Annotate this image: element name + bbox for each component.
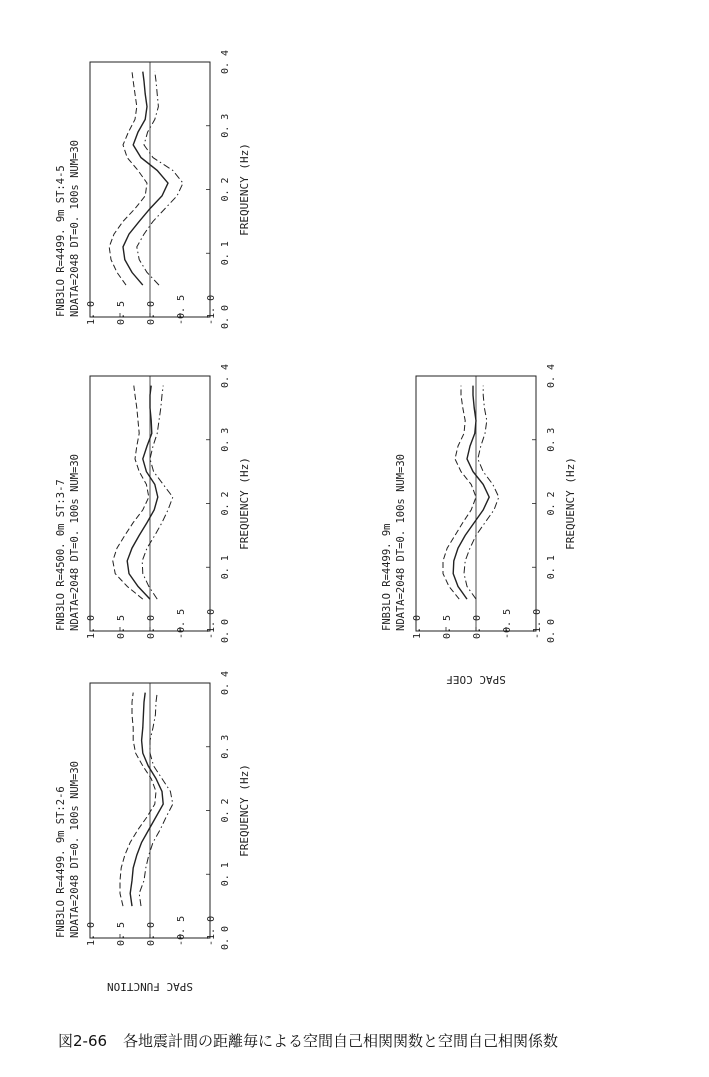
y-tick-label: -1. 0 — [206, 915, 217, 946]
y-tick-label: -0. 5 — [176, 294, 187, 325]
x-tick-label: 0. 2 — [546, 491, 557, 516]
y-tick-label: -0. 5 — [176, 608, 187, 639]
x-tick-label: 0. 0 — [546, 618, 557, 644]
x-tick-label: 0. 4 — [220, 363, 231, 389]
figure-caption — [58, 1030, 574, 1051]
series-line-solid — [123, 72, 168, 286]
series-line-solid — [453, 386, 489, 599]
y-tick-label: 1. 0 — [86, 921, 97, 946]
y-tick-label: 1. 0 — [86, 614, 97, 639]
series-line-solid — [130, 693, 163, 907]
y-tick-label: -1. 0 — [206, 294, 217, 325]
series-line-dashed — [109, 72, 147, 286]
y-tick-label: 0. 5 — [442, 614, 453, 639]
series-line-dashed — [443, 386, 476, 599]
x-tick-label: 0. 3 — [546, 427, 557, 452]
y-tick-label: 0. 0 — [146, 614, 157, 639]
x-tick-label: 0. 2 — [220, 491, 231, 516]
panel-st-4-5 — [55, 50, 251, 329]
x-tick-label: 0. 3 — [220, 113, 231, 138]
panel-header-line1: FNB3LO R=4499. 9m ST:2-6 — [55, 786, 67, 938]
panel-header-line2: NDATA=2048 DT=0. 100s NUM=30 — [69, 139, 81, 317]
figure-number: 図2-66 — [58, 1032, 108, 1050]
panel-header-line1: FNB3LO R=4499. 9m — [381, 523, 393, 631]
x-tick-label: 0. 1 — [220, 862, 231, 887]
figure-caption-text: 各地震計間の距離毎による空間自己相関関数と空間自己相関係数 — [123, 1032, 559, 1050]
y-tick-label: 1. 0 — [412, 614, 423, 639]
y-tick-label: 0. 0 — [146, 300, 157, 325]
x-axis-label: FREQUENCY (Hz) — [238, 143, 251, 236]
y-tick-label: 0. 5 — [116, 614, 127, 639]
x-tick-label: 0. 0 — [220, 618, 231, 644]
y-tick-label: 0. 0 — [146, 921, 157, 946]
x-tick-label: 0. 1 — [220, 555, 231, 580]
panel-header-line1: FNB3LO R=4500. 0m ST:3-7 — [55, 479, 67, 631]
x-axis-label: FREQUENCY (Hz) — [238, 457, 251, 550]
x-tick-label: 0. 0 — [220, 304, 231, 330]
x-tick-label: 0. 1 — [220, 241, 231, 266]
x-tick-label: 0. 3 — [220, 427, 231, 452]
y-tick-label: -0. 5 — [502, 608, 513, 639]
x-tick-label: 0. 4 — [546, 363, 557, 389]
series-line-dashdot — [142, 386, 173, 599]
x-axis-label: FREQUENCY (Hz) — [238, 764, 251, 857]
panel-st-2-6 — [55, 671, 251, 993]
panel-header-line2: NDATA=2048 DT=0. 100s NUM=30 — [395, 453, 407, 631]
panel-header-line2: NDATA=2048 DT=0. 100s NUM=30 — [69, 760, 81, 938]
series-line-dashdot — [464, 386, 499, 599]
series-line-dashed — [120, 693, 156, 907]
y-tick-label: 0. 0 — [472, 614, 483, 639]
x-axis-label: FREQUENCY (Hz) — [564, 457, 577, 550]
x-tick-label: 0. 4 — [220, 49, 231, 75]
series-line-dashdot — [137, 72, 183, 286]
y-axis-label: SPAC FUNCTION — [106, 980, 194, 993]
x-tick-label: 0. 2 — [220, 798, 231, 823]
series-line-dashed — [113, 386, 149, 599]
panel-header-line1: FNB3LO R=4499. 9m ST:4-5 — [55, 165, 67, 317]
x-tick-label: 0. 2 — [220, 177, 231, 202]
x-tick-label: 0. 0 — [220, 925, 231, 951]
x-tick-label: 0. 4 — [220, 670, 231, 696]
series-line-dashdot — [139, 693, 173, 907]
y-tick-label: -1. 0 — [206, 608, 217, 639]
panel-spac-coef — [381, 364, 577, 686]
x-tick-label: 0. 1 — [546, 555, 557, 580]
y-axis-label: SPAC COEF — [446, 673, 506, 686]
y-tick-label: -0. 5 — [176, 915, 187, 946]
y-tick-label: 1. 0 — [86, 300, 97, 325]
panel-header-line2: NDATA=2048 DT=0. 100s NUM=30 — [69, 453, 81, 631]
panel-st-3-7 — [55, 364, 251, 643]
x-tick-label: 0. 3 — [220, 734, 231, 759]
y-tick-label: -1. 0 — [532, 608, 543, 639]
y-tick-label: 0. 5 — [116, 921, 127, 946]
y-tick-label: 0. 5 — [116, 300, 127, 325]
